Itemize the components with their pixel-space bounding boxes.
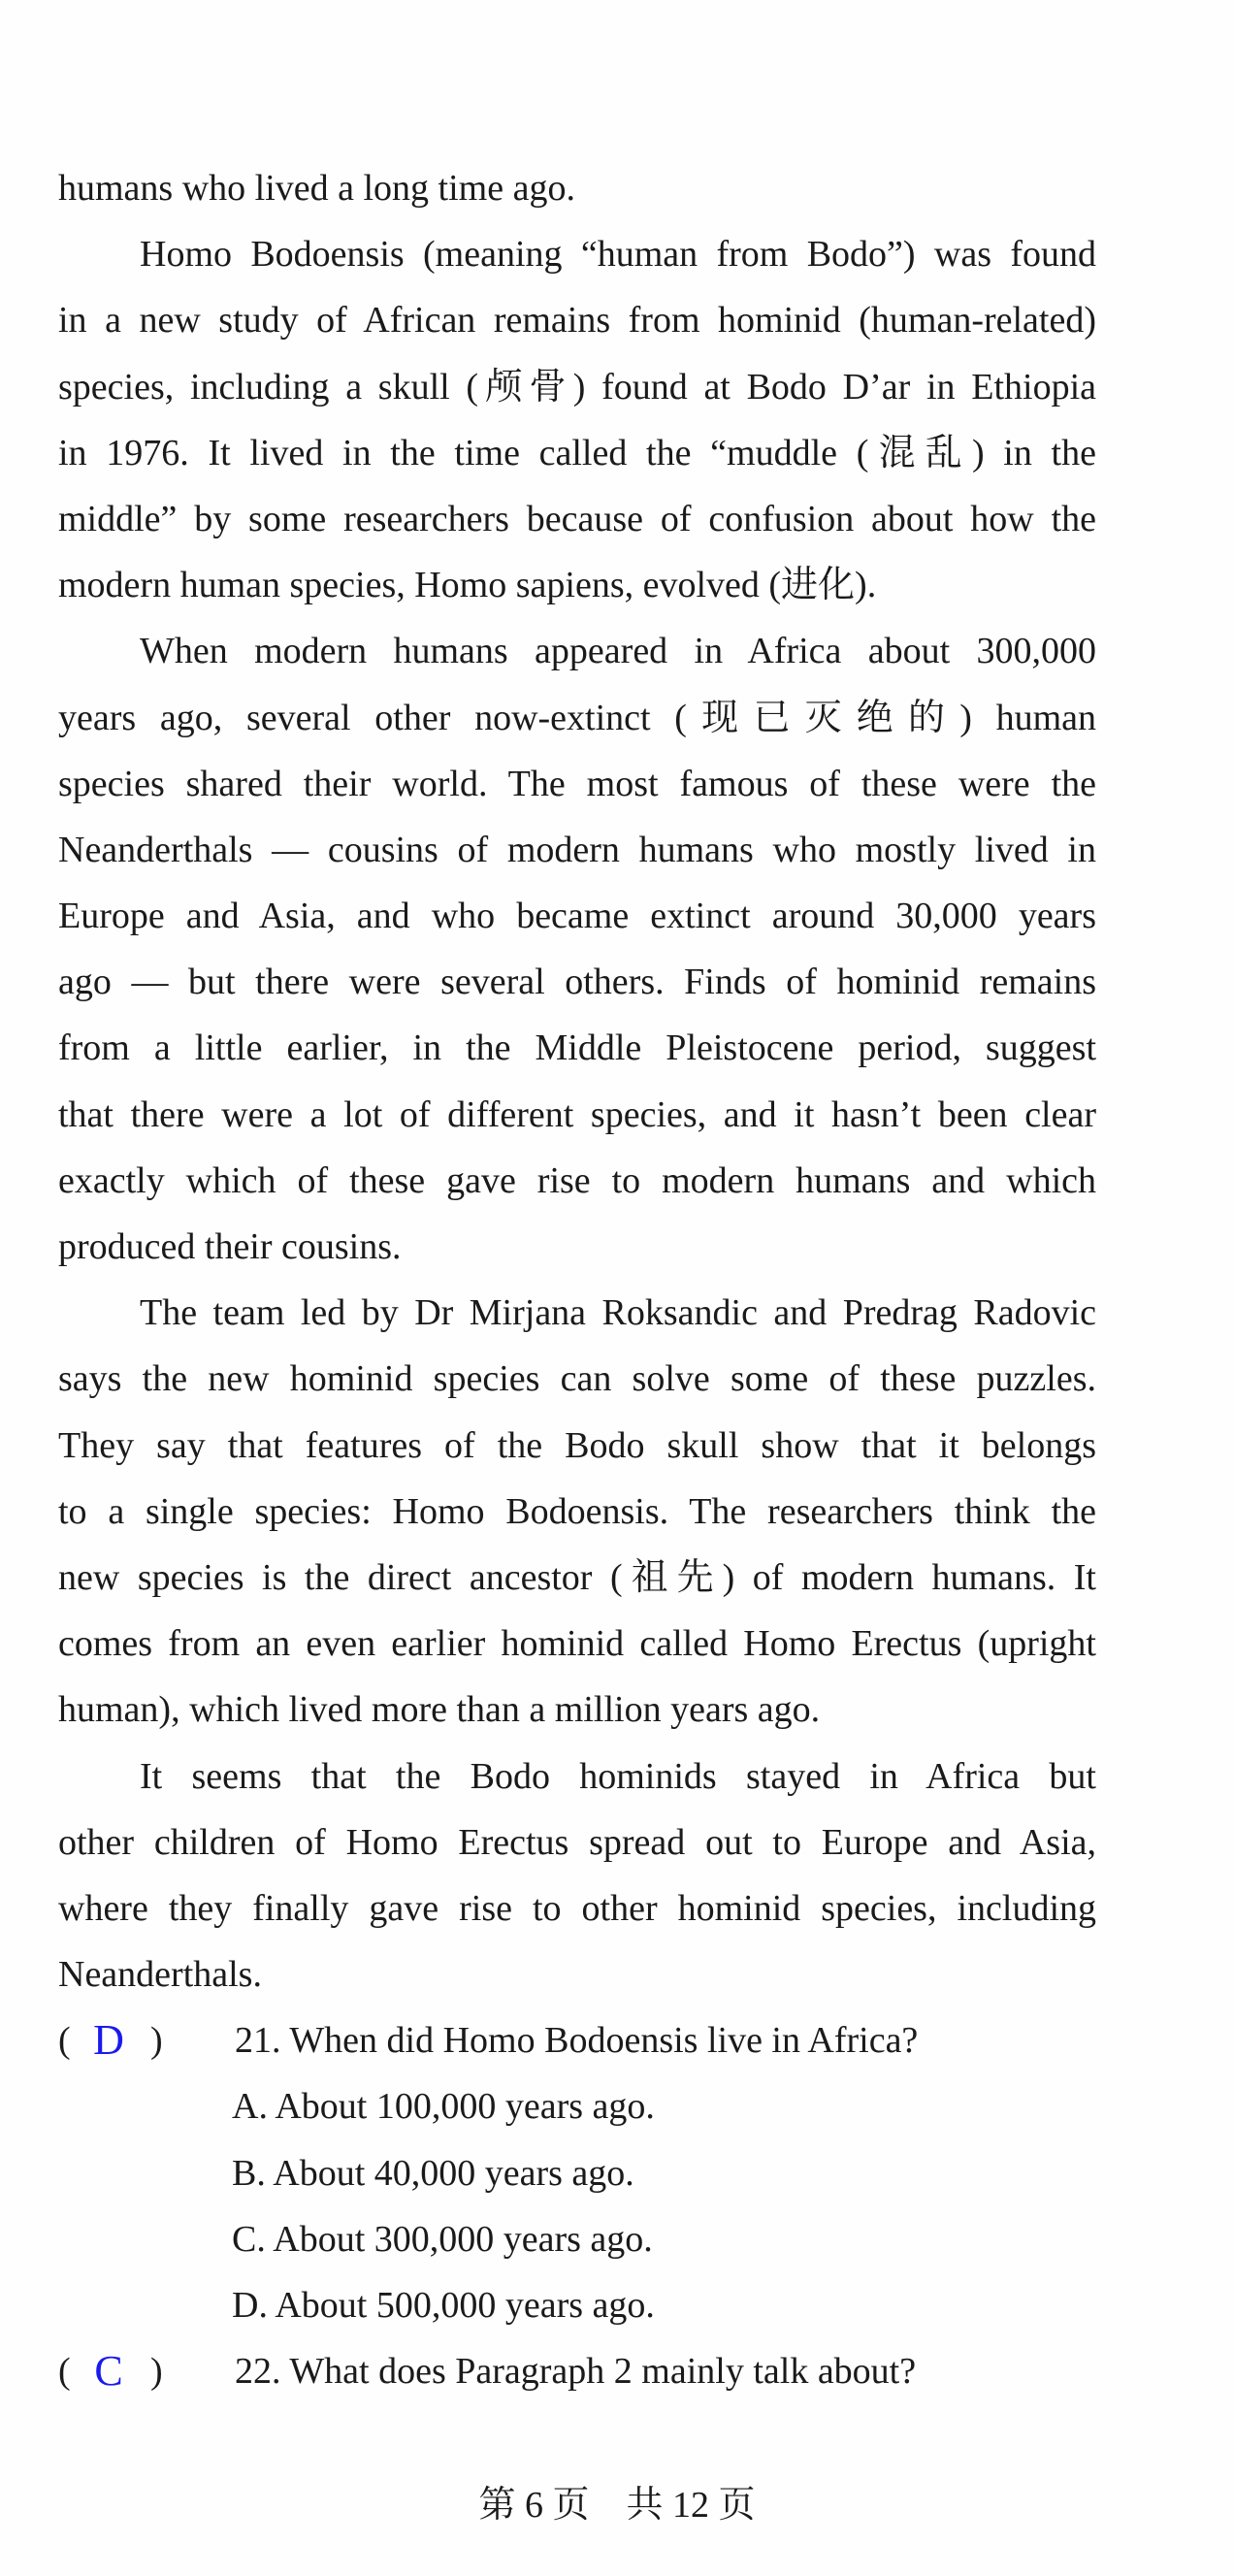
paragraph	[58, 618, 1096, 1280]
text-line: Europe and Asia, and who became extinct around 30,000 years	[58, 896, 1096, 937]
text-line: Homo Bodoensis (meaning “human from Bodo”) was found	[140, 234, 1096, 276]
question	[58, 2338, 1096, 2404]
answer-mark: D	[93, 2016, 124, 2065]
text-line: comes from an even earlier hominid called Homo Erectus (upright	[58, 1623, 1096, 1665]
page-number: 第 6 页 共 12 页	[478, 2485, 756, 2526]
text-line: They say that features of the Bodo skull show that it belongs	[58, 1424, 1096, 1466]
answer-mark: C	[94, 2347, 123, 2396]
text-line: species, including a skull (颅骨) found at Bodo D’ar in Ethiopia	[58, 366, 1096, 408]
answer-paren-open: (	[58, 2351, 71, 2393]
text-line: When modern humans appeared in Africa about 300,000	[140, 631, 1096, 672]
text-line: middle” by some researchers because of confusion about how the	[58, 498, 1096, 539]
text-line: exactly which of these gave rise to modern humans and which	[58, 1159, 1096, 1201]
text-line: from a little earlier, in the Middle Pleistocene period, suggest	[58, 1027, 1096, 1069]
text-line: new species is the direct ancestor (祖先) of modern humans. It	[58, 1556, 1096, 1598]
text-line: The team led by Dr Mirjana Roksandic and Predrag Radovic	[140, 1292, 1096, 1334]
text-line: where they finally gave rise to other hominid species, including	[58, 1887, 1096, 1929]
answer-paren-open: (	[58, 2020, 71, 2062]
text-line: modern human species, Homo sapiens, evolved (进化).	[58, 565, 877, 606]
text-line: ago — but there were several others. Finds of hominid remains	[58, 962, 1096, 1003]
answer-option: C. About 300,000 years ago.	[232, 2218, 653, 2260]
question-row	[58, 2338, 1096, 2404]
paragraph	[58, 221, 1096, 618]
question-text: 21. When did Homo Bodoensis live in Africa?	[235, 2020, 919, 2062]
text-line: It seems that the Bodo hominids stayed in Africa but	[140, 1755, 1096, 1797]
paragraph	[58, 1744, 1096, 2008]
text-line: in 1976. It lived in the time called the “muddle (混乱) in the	[58, 432, 1096, 473]
text-line: human), which lived more than a million years ago.	[58, 1689, 821, 1731]
text-line: produced their cousins.	[58, 1226, 402, 1267]
document-body	[58, 155, 1096, 2404]
answer-option: D. About 500,000 years ago.	[232, 2285, 655, 2326]
question-row	[58, 2007, 1096, 2073]
text-line: Neanderthals — cousins of modern humans who mostly lived in	[58, 829, 1096, 870]
answer-paren-close: )	[150, 2020, 163, 2062]
paragraph	[58, 155, 1096, 221]
text-line: to a single species: Homo Bodoensis. The researchers think the	[58, 1490, 1096, 1532]
text-line: in a new study of African remains from hominid (human-related)	[58, 300, 1096, 342]
text-line: says the new hominid species can solve some of these puzzles.	[58, 1358, 1096, 1400]
answer-paren-close: )	[150, 2351, 163, 2393]
text-line: other children of Homo Erectus spread out to Europe and Asia,	[58, 1821, 1096, 1863]
text-line: species shared their world. The most famous of these were the	[58, 763, 1096, 804]
text-line: humans who lived a long time ago.	[58, 168, 575, 209]
text-line: Neanderthals.	[58, 1954, 262, 1996]
text-line: that there were a lot of different species, and it hasn’t been clear	[58, 1093, 1096, 1135]
question-text: 22. What does Paragraph 2 mainly talk about?	[235, 2351, 917, 2393]
answer-option: A. About 100,000 years ago.	[232, 2086, 655, 2128]
answer-option: B. About 40,000 years ago.	[232, 2152, 634, 2194]
paragraph	[58, 1280, 1096, 1743]
question	[58, 2007, 1096, 2338]
text-line: years ago, several other now-extinct (现已灭绝的) human	[58, 697, 1096, 738]
